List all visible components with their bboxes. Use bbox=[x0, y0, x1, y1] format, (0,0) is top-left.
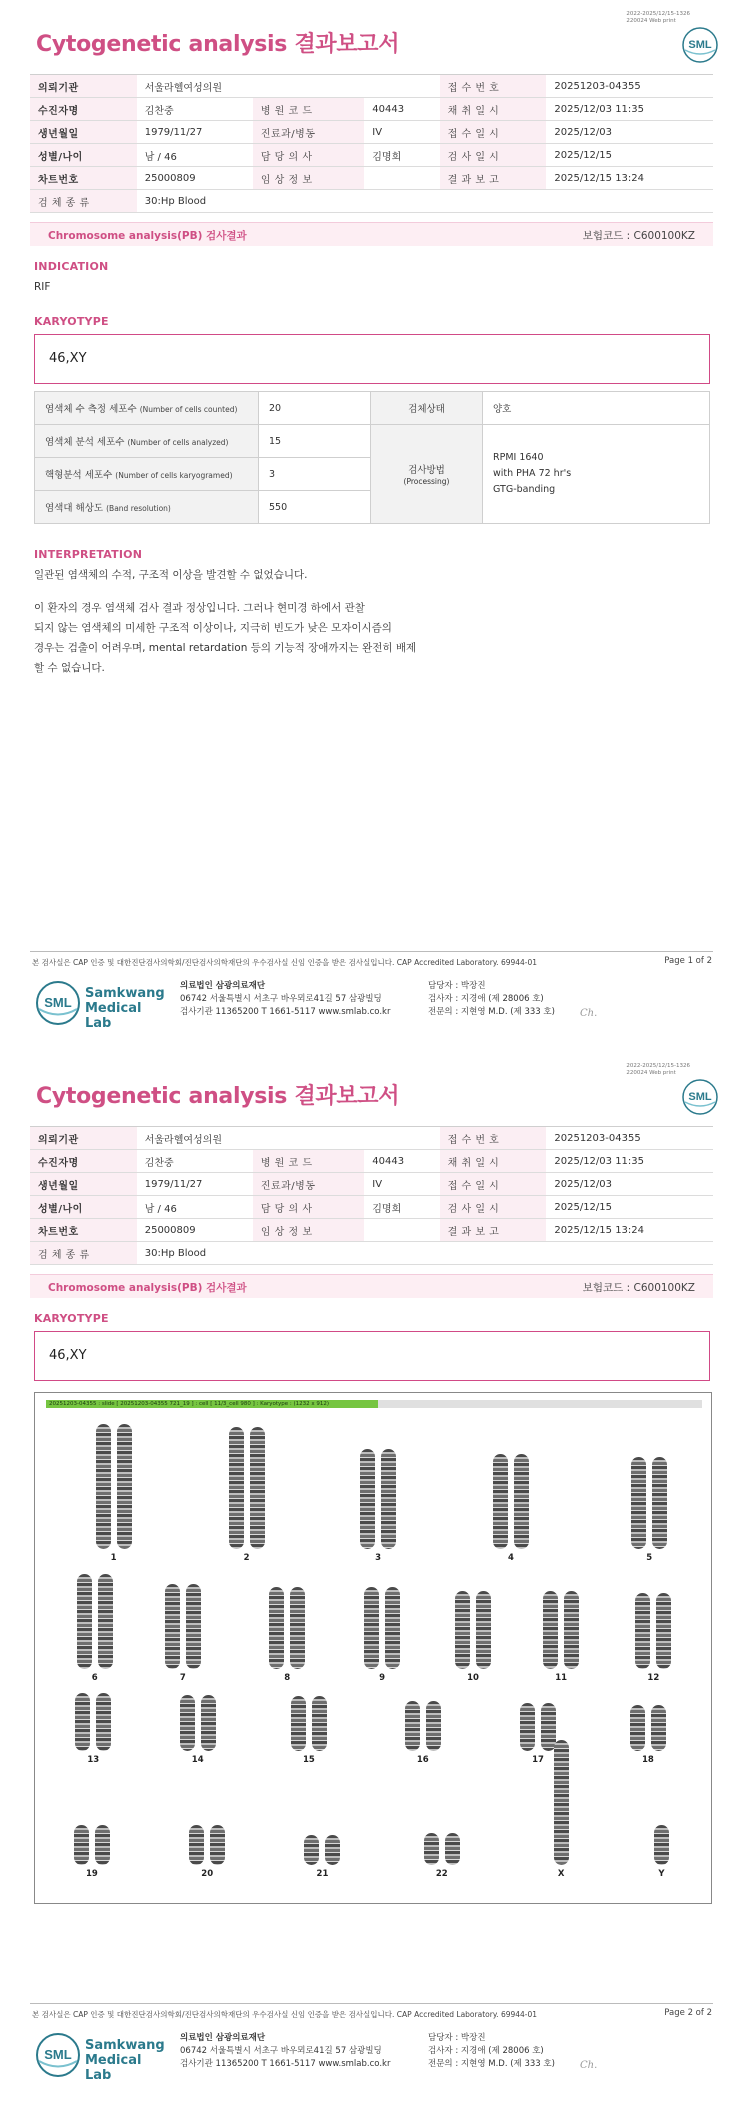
insurance-code: 보험코드 : C600100KZ bbox=[582, 1282, 695, 1294]
specimen-value: 30:Hp Blood bbox=[137, 190, 713, 213]
specimen-status-label: 검체상태 bbox=[371, 392, 483, 425]
chromosome-pair-22 bbox=[412, 1767, 472, 1879]
indication-heading: INDICATION bbox=[34, 260, 109, 273]
accession-value: 20251203-04355 bbox=[546, 1127, 713, 1150]
chromosome-17 bbox=[520, 1703, 535, 1751]
chromosome-label: 3 bbox=[375, 1553, 382, 1563]
doctor-value: 김명희 bbox=[364, 144, 439, 167]
patient-info-table bbox=[30, 74, 713, 213]
reported-label: 결 과 보 고 bbox=[440, 167, 547, 190]
samkwang-logo bbox=[35, 980, 165, 1030]
chromosome-pair-4 bbox=[481, 1413, 541, 1563]
page-title: Cytogenetic analysis 결과보고서 bbox=[36, 32, 400, 57]
chromosome-label: 8 bbox=[284, 1673, 291, 1683]
result-section-bar bbox=[30, 1274, 713, 1298]
chromosome-label: Y bbox=[658, 1869, 665, 1879]
chromosome-20 bbox=[189, 1825, 204, 1865]
dob-value: 1979/11/27 bbox=[137, 1173, 253, 1196]
method-label: 검사방법 (Processing) bbox=[371, 425, 483, 524]
chromosome-4 bbox=[514, 1454, 529, 1549]
chromosome-6 bbox=[77, 1574, 92, 1669]
sml-logo-icon bbox=[35, 2032, 81, 2078]
karyotype-value: 46,XY bbox=[49, 1348, 87, 1363]
institution-value: 서울라헬여성의원 bbox=[137, 1127, 440, 1150]
clinical-label: 임 상 정 보 bbox=[253, 167, 364, 190]
page-number: Page 1 of 2 bbox=[664, 956, 712, 966]
chromosome-14 bbox=[180, 1695, 195, 1751]
dept-label: 진료과/병동 bbox=[253, 1173, 364, 1196]
interpretation-summary: 일관된 염색체의 수적, 구조적 이상을 발견할 수 없었습니다. bbox=[34, 569, 308, 581]
chromosome-12 bbox=[635, 1593, 650, 1669]
chromosome-20 bbox=[210, 1825, 225, 1865]
collected-value: 2025/12/03 11:35 bbox=[546, 98, 713, 121]
chromosome-9 bbox=[385, 1587, 400, 1669]
patient-info-table bbox=[30, 1126, 713, 1265]
chromosome-label: 15 bbox=[302, 1755, 315, 1765]
chromosome-13 bbox=[75, 1693, 90, 1751]
clinical-value bbox=[364, 167, 439, 190]
chromosome-label: X bbox=[557, 1869, 565, 1879]
chromosome-pair-Y bbox=[631, 1767, 691, 1879]
chromosome-label: 10 bbox=[467, 1673, 479, 1683]
chromosome-pair-1 bbox=[84, 1413, 144, 1563]
chromosome-15 bbox=[312, 1696, 327, 1751]
chromosome-1 bbox=[96, 1424, 111, 1549]
svg-text:SML: SML bbox=[688, 1091, 712, 1103]
chromosome-2 bbox=[229, 1427, 244, 1549]
collected-value: 2025/12/03 11:35 bbox=[546, 1150, 713, 1173]
chromosome-label: 16 bbox=[416, 1755, 429, 1765]
chromosome-pair-5 bbox=[619, 1413, 679, 1563]
dob-label: 생년월일 bbox=[30, 121, 137, 144]
chromosome-label: 6 bbox=[91, 1673, 98, 1683]
karyotype-heading: KARYOTYPE bbox=[34, 1312, 109, 1325]
chromosome-16 bbox=[405, 1701, 420, 1751]
chromosome-label: 5 bbox=[646, 1553, 653, 1563]
chromosome-18 bbox=[630, 1705, 645, 1751]
clinical-label: 임 상 정 보 bbox=[253, 1219, 364, 1242]
svg-text:SML: SML bbox=[44, 2047, 72, 2062]
chromosome-Y bbox=[654, 1825, 669, 1865]
specimen-label: 검 체 종 류 bbox=[30, 190, 137, 213]
chromosome-19 bbox=[95, 1825, 110, 1865]
chromosome-label: 22 bbox=[435, 1869, 448, 1879]
chromosome-6 bbox=[98, 1574, 113, 1669]
accreditation-note: 본 검사실은 CAP 인증 및 대한진단검사의학회/진단검사의학재단의 우수검사실 신임 인증을 받은 검사실입니다. CAP Accredited Laboratory. 69944-01 bbox=[32, 2010, 538, 2019]
hospital-code-value: 40443 bbox=[364, 1150, 439, 1173]
indication-text: RIF bbox=[34, 281, 51, 293]
chromosome-label: 7 bbox=[179, 1673, 186, 1683]
specimen-status-value: 양호 bbox=[483, 392, 710, 425]
chromosome-label: 9 bbox=[379, 1673, 386, 1683]
karyogramed-label: 핵형분석 세포수 (Number of cells karyogramed) bbox=[35, 458, 259, 491]
name-label: 수진자명 bbox=[30, 98, 137, 121]
chromosome-12 bbox=[656, 1593, 671, 1669]
chromosome-11 bbox=[543, 1591, 558, 1669]
doctor-value: 김명희 bbox=[364, 1196, 439, 1219]
chromosome-label: 1 bbox=[110, 1553, 117, 1563]
dept-value: IV bbox=[364, 1173, 439, 1196]
chromosome-3 bbox=[360, 1449, 375, 1549]
chromosome-label: 4 bbox=[507, 1553, 514, 1563]
chromosome-pair-14 bbox=[168, 1685, 228, 1765]
chromosome-label: 19 bbox=[86, 1869, 98, 1879]
karyogram-header-label: 20251203-04355 : slide [ 20251203-04355 721_19 ] : cell [ 11/3_cell 980 ] : Karyotype : (1232 x 912) bbox=[46, 1400, 378, 1408]
karyogramed-value: 3 bbox=[259, 458, 371, 491]
karyogram-image bbox=[34, 1392, 712, 1904]
institution-label: 의뢰기관 bbox=[30, 1127, 137, 1150]
accession-label: 접 수 번 호 bbox=[440, 1127, 547, 1150]
chromosome-label: 20 bbox=[201, 1869, 214, 1879]
chromosome-pair-11 bbox=[531, 1565, 591, 1683]
karyotype-value: 46,XY bbox=[49, 351, 87, 366]
chromosome-8 bbox=[290, 1587, 305, 1669]
svg-text:SML: SML bbox=[688, 39, 712, 51]
institution-value: 서울라헬여성의원 bbox=[137, 75, 440, 98]
accreditation-note: 본 검사실은 CAP 인증 및 대한진단검사의학회/진단검사의학재단의 우수검사실 신임 인증을 받은 검사실입니다. CAP Accredited Laboratory. 69944-01 bbox=[32, 958, 538, 967]
chromosome-5 bbox=[652, 1457, 667, 1549]
chromosome-pair-2 bbox=[217, 1413, 277, 1563]
doctor-label: 담 당 의 사 bbox=[253, 1196, 364, 1219]
chromosome-19 bbox=[74, 1825, 89, 1865]
lab-staff: 담당자 : 박장진 검사자 : 지경애 (제 28006 호) 전문의 : 지현영 M.D. (제 333 호) bbox=[428, 2033, 555, 2069]
karyotype-heading: KARYOTYPE bbox=[34, 315, 109, 328]
dept-label: 진료과/병동 bbox=[253, 121, 364, 144]
collected-label: 채 취 일 시 bbox=[440, 1150, 547, 1173]
chromosome-1 bbox=[117, 1424, 132, 1549]
chromosome-3 bbox=[381, 1449, 396, 1549]
clinical-value bbox=[364, 1219, 439, 1242]
chart-label: 차트번호 bbox=[30, 167, 137, 190]
reported-value: 2025/12/15 13:24 bbox=[546, 167, 713, 190]
chromosome-pair-15 bbox=[279, 1685, 339, 1765]
lab-address: 의료법인 삼광의료재단 06742 서울특별시 서초구 바우뫼로41길 57 삼광빌딩 검사기관 11365200 T 1661-5117 www.smlab.co.kr bbox=[180, 2033, 391, 2069]
sml-logo-icon bbox=[681, 26, 719, 64]
chromosome-4 bbox=[493, 1454, 508, 1549]
chromosome-15 bbox=[291, 1696, 306, 1751]
chromosome-7 bbox=[186, 1584, 201, 1669]
chromosome-pair-3 bbox=[348, 1413, 408, 1563]
signature: Ch. bbox=[580, 1008, 598, 1019]
page-title: Cytogenetic analysis 결과보고서 bbox=[36, 1084, 400, 1109]
chromosome-label: 14 bbox=[191, 1755, 204, 1765]
chromosome-label: 18 bbox=[641, 1755, 654, 1765]
chromosome-10 bbox=[455, 1591, 470, 1669]
lab-name: Samkwang Medical Lab bbox=[85, 986, 165, 1031]
chart-value: 25000809 bbox=[137, 167, 253, 190]
tested-label: 검 사 일 시 bbox=[440, 144, 547, 167]
chromosome-pair-16 bbox=[393, 1685, 453, 1765]
counted-label: 염색체 수 측정 세포수 (Number of cells counted) bbox=[35, 392, 259, 425]
accession-label: 접 수 번 호 bbox=[440, 75, 547, 98]
accession-value: 20251203-04355 bbox=[546, 75, 713, 98]
received-label: 접 수 일 시 bbox=[440, 121, 547, 144]
specimen-label: 검 체 종 류 bbox=[30, 1242, 137, 1265]
specimen-value: 30:Hp Blood bbox=[137, 1242, 713, 1265]
page-number: Page 2 of 2 bbox=[664, 2008, 712, 2018]
chromosome-label: 21 bbox=[316, 1869, 329, 1879]
counted-value: 20 bbox=[259, 392, 371, 425]
chromosome-label: 2 bbox=[243, 1553, 250, 1563]
name-value: 김찬중 bbox=[137, 98, 253, 121]
sex-age-value: 남 / 46 bbox=[137, 144, 253, 167]
chromosome-pair-7 bbox=[153, 1565, 213, 1683]
dob-value: 1979/11/27 bbox=[137, 121, 253, 144]
received-label: 접 수 일 시 bbox=[440, 1173, 547, 1196]
chromosome-22 bbox=[424, 1833, 439, 1865]
analyzed-value: 15 bbox=[259, 425, 371, 458]
chromosome-pair-20 bbox=[177, 1767, 237, 1879]
chromosome-pair-8 bbox=[257, 1565, 317, 1683]
sex-age-value: 남 / 46 bbox=[137, 1196, 253, 1219]
chromosome-10 bbox=[476, 1591, 491, 1669]
hospital-code-label: 병 원 코 드 bbox=[253, 98, 364, 121]
dept-value: IV bbox=[364, 121, 439, 144]
reported-value: 2025/12/15 13:24 bbox=[546, 1219, 713, 1242]
print-stamp: 2022-2025/12/15-1326 220024 Web print bbox=[626, 1063, 690, 1076]
lab-address: 의료법인 삼광의료재단 06742 서울특별시 서초구 바우뫼로41길 57 삼광빌딩 검사기관 11365200 T 1661-5117 www.smlab.co.kr bbox=[180, 981, 391, 1017]
chromosome-2 bbox=[250, 1427, 265, 1549]
karyogram-header-bar bbox=[46, 1400, 702, 1408]
name-value: 김찬중 bbox=[137, 1150, 253, 1173]
lab-name: Samkwang Medical Lab bbox=[85, 2038, 165, 2083]
name-label: 수진자명 bbox=[30, 1150, 137, 1173]
samkwang-logo bbox=[35, 2032, 165, 2082]
band-value: 550 bbox=[259, 491, 371, 524]
karyotype-box bbox=[34, 1331, 710, 1381]
chromosome-22 bbox=[445, 1833, 460, 1865]
chromosome-pair-19 bbox=[62, 1767, 122, 1879]
reported-label: 결 과 보 고 bbox=[440, 1219, 547, 1242]
chromosome-pair-12 bbox=[623, 1565, 683, 1683]
doctor-label: 담 당 의 사 bbox=[253, 144, 364, 167]
chromosome-X bbox=[554, 1740, 569, 1865]
chromosome-pair-21 bbox=[292, 1767, 352, 1879]
result-section-bar bbox=[30, 222, 713, 246]
svg-text:SML: SML bbox=[44, 995, 72, 1010]
chromosome-18 bbox=[651, 1705, 666, 1751]
chromosome-5 bbox=[631, 1457, 646, 1549]
lab-staff: 담당자 : 박장진 검사자 : 지경애 (제 28006 호) 전문의 : 지현영 M.D. (제 333 호) bbox=[428, 981, 555, 1017]
method-value: RPMI 1640 with PHA 72 hr's GTG-banding bbox=[483, 425, 710, 524]
sml-logo-icon bbox=[35, 980, 81, 1026]
collected-label: 채 취 일 시 bbox=[440, 98, 547, 121]
insurance-code: 보험코드 : C600100KZ bbox=[582, 230, 695, 242]
chromosome-11 bbox=[564, 1591, 579, 1669]
chromosome-pair-6 bbox=[65, 1565, 125, 1683]
chromosome-14 bbox=[201, 1695, 216, 1751]
print-stamp: 2022-2025/12/15-1326 220024 Web print bbox=[626, 11, 690, 24]
karyotype-box bbox=[34, 334, 710, 384]
chromosome-8 bbox=[269, 1587, 284, 1669]
sml-logo-icon bbox=[681, 1078, 719, 1116]
footer-divider bbox=[30, 951, 713, 952]
tested-value: 2025/12/15 bbox=[546, 1196, 713, 1219]
dob-label: 생년월일 bbox=[30, 1173, 137, 1196]
chromosome-16 bbox=[426, 1701, 441, 1751]
institution-label: 의뢰기관 bbox=[30, 75, 137, 98]
chromosome-label: 11 bbox=[555, 1673, 568, 1683]
interpretation-heading: INTERPRETATION bbox=[34, 548, 143, 561]
chart-value: 25000809 bbox=[137, 1219, 253, 1242]
band-label: 염색대 해상도 (Band resolution) bbox=[35, 491, 259, 524]
cell-stats-table bbox=[34, 391, 710, 524]
chromosome-label: 13 bbox=[87, 1755, 100, 1765]
hospital-code-value: 40443 bbox=[364, 98, 439, 121]
sex-age-label: 성별/나이 bbox=[30, 1196, 137, 1219]
signature: Ch. bbox=[580, 2060, 598, 2071]
chromosome-label: 17 bbox=[532, 1755, 544, 1765]
received-value: 2025/12/03 bbox=[546, 121, 713, 144]
chromosome-21 bbox=[304, 1835, 319, 1865]
sex-age-label: 성별/나이 bbox=[30, 144, 137, 167]
chromosome-7 bbox=[165, 1584, 180, 1669]
chromosome-21 bbox=[325, 1835, 340, 1865]
chromosome-pair-13 bbox=[63, 1685, 123, 1765]
chromosome-pair-9 bbox=[352, 1565, 412, 1683]
hospital-code-label: 병 원 코 드 bbox=[253, 1150, 364, 1173]
chromosome-pair-10 bbox=[443, 1565, 503, 1683]
section-title: Chromosome analysis(PB) 검사결과 bbox=[48, 1282, 247, 1294]
chromosome-9 bbox=[364, 1587, 379, 1669]
chromosome-13 bbox=[96, 1693, 111, 1751]
tested-value: 2025/12/15 bbox=[546, 144, 713, 167]
chart-label: 차트번호 bbox=[30, 1219, 137, 1242]
chromosome-label: 12 bbox=[647, 1673, 660, 1683]
footer-divider bbox=[30, 2003, 713, 2004]
chromosome-pair-X bbox=[531, 1767, 591, 1879]
received-value: 2025/12/03 bbox=[546, 1173, 713, 1196]
chromosome-pair-18 bbox=[618, 1685, 678, 1765]
analyzed-label: 염색체 분석 세포수 (Number of cells analyzed) bbox=[35, 425, 259, 458]
section-title: Chromosome analysis(PB) 검사결과 bbox=[48, 230, 247, 242]
interpretation-body: 이 환자의 경우 염색체 검사 결과 정상입니다. 그러나 현미경 하에서 관찰 되지 않는 염색체의 미세한 구조적 이상이나, 지극히 빈도가 낮은 모자이시즘의 경우는 검출이 어려우며, mental retardation 등의 기능적 장애까지는 완전히 배제 할 수 없습니다. bbox=[34, 602, 417, 674]
tested-label: 검 사 일 시 bbox=[440, 1196, 547, 1219]
